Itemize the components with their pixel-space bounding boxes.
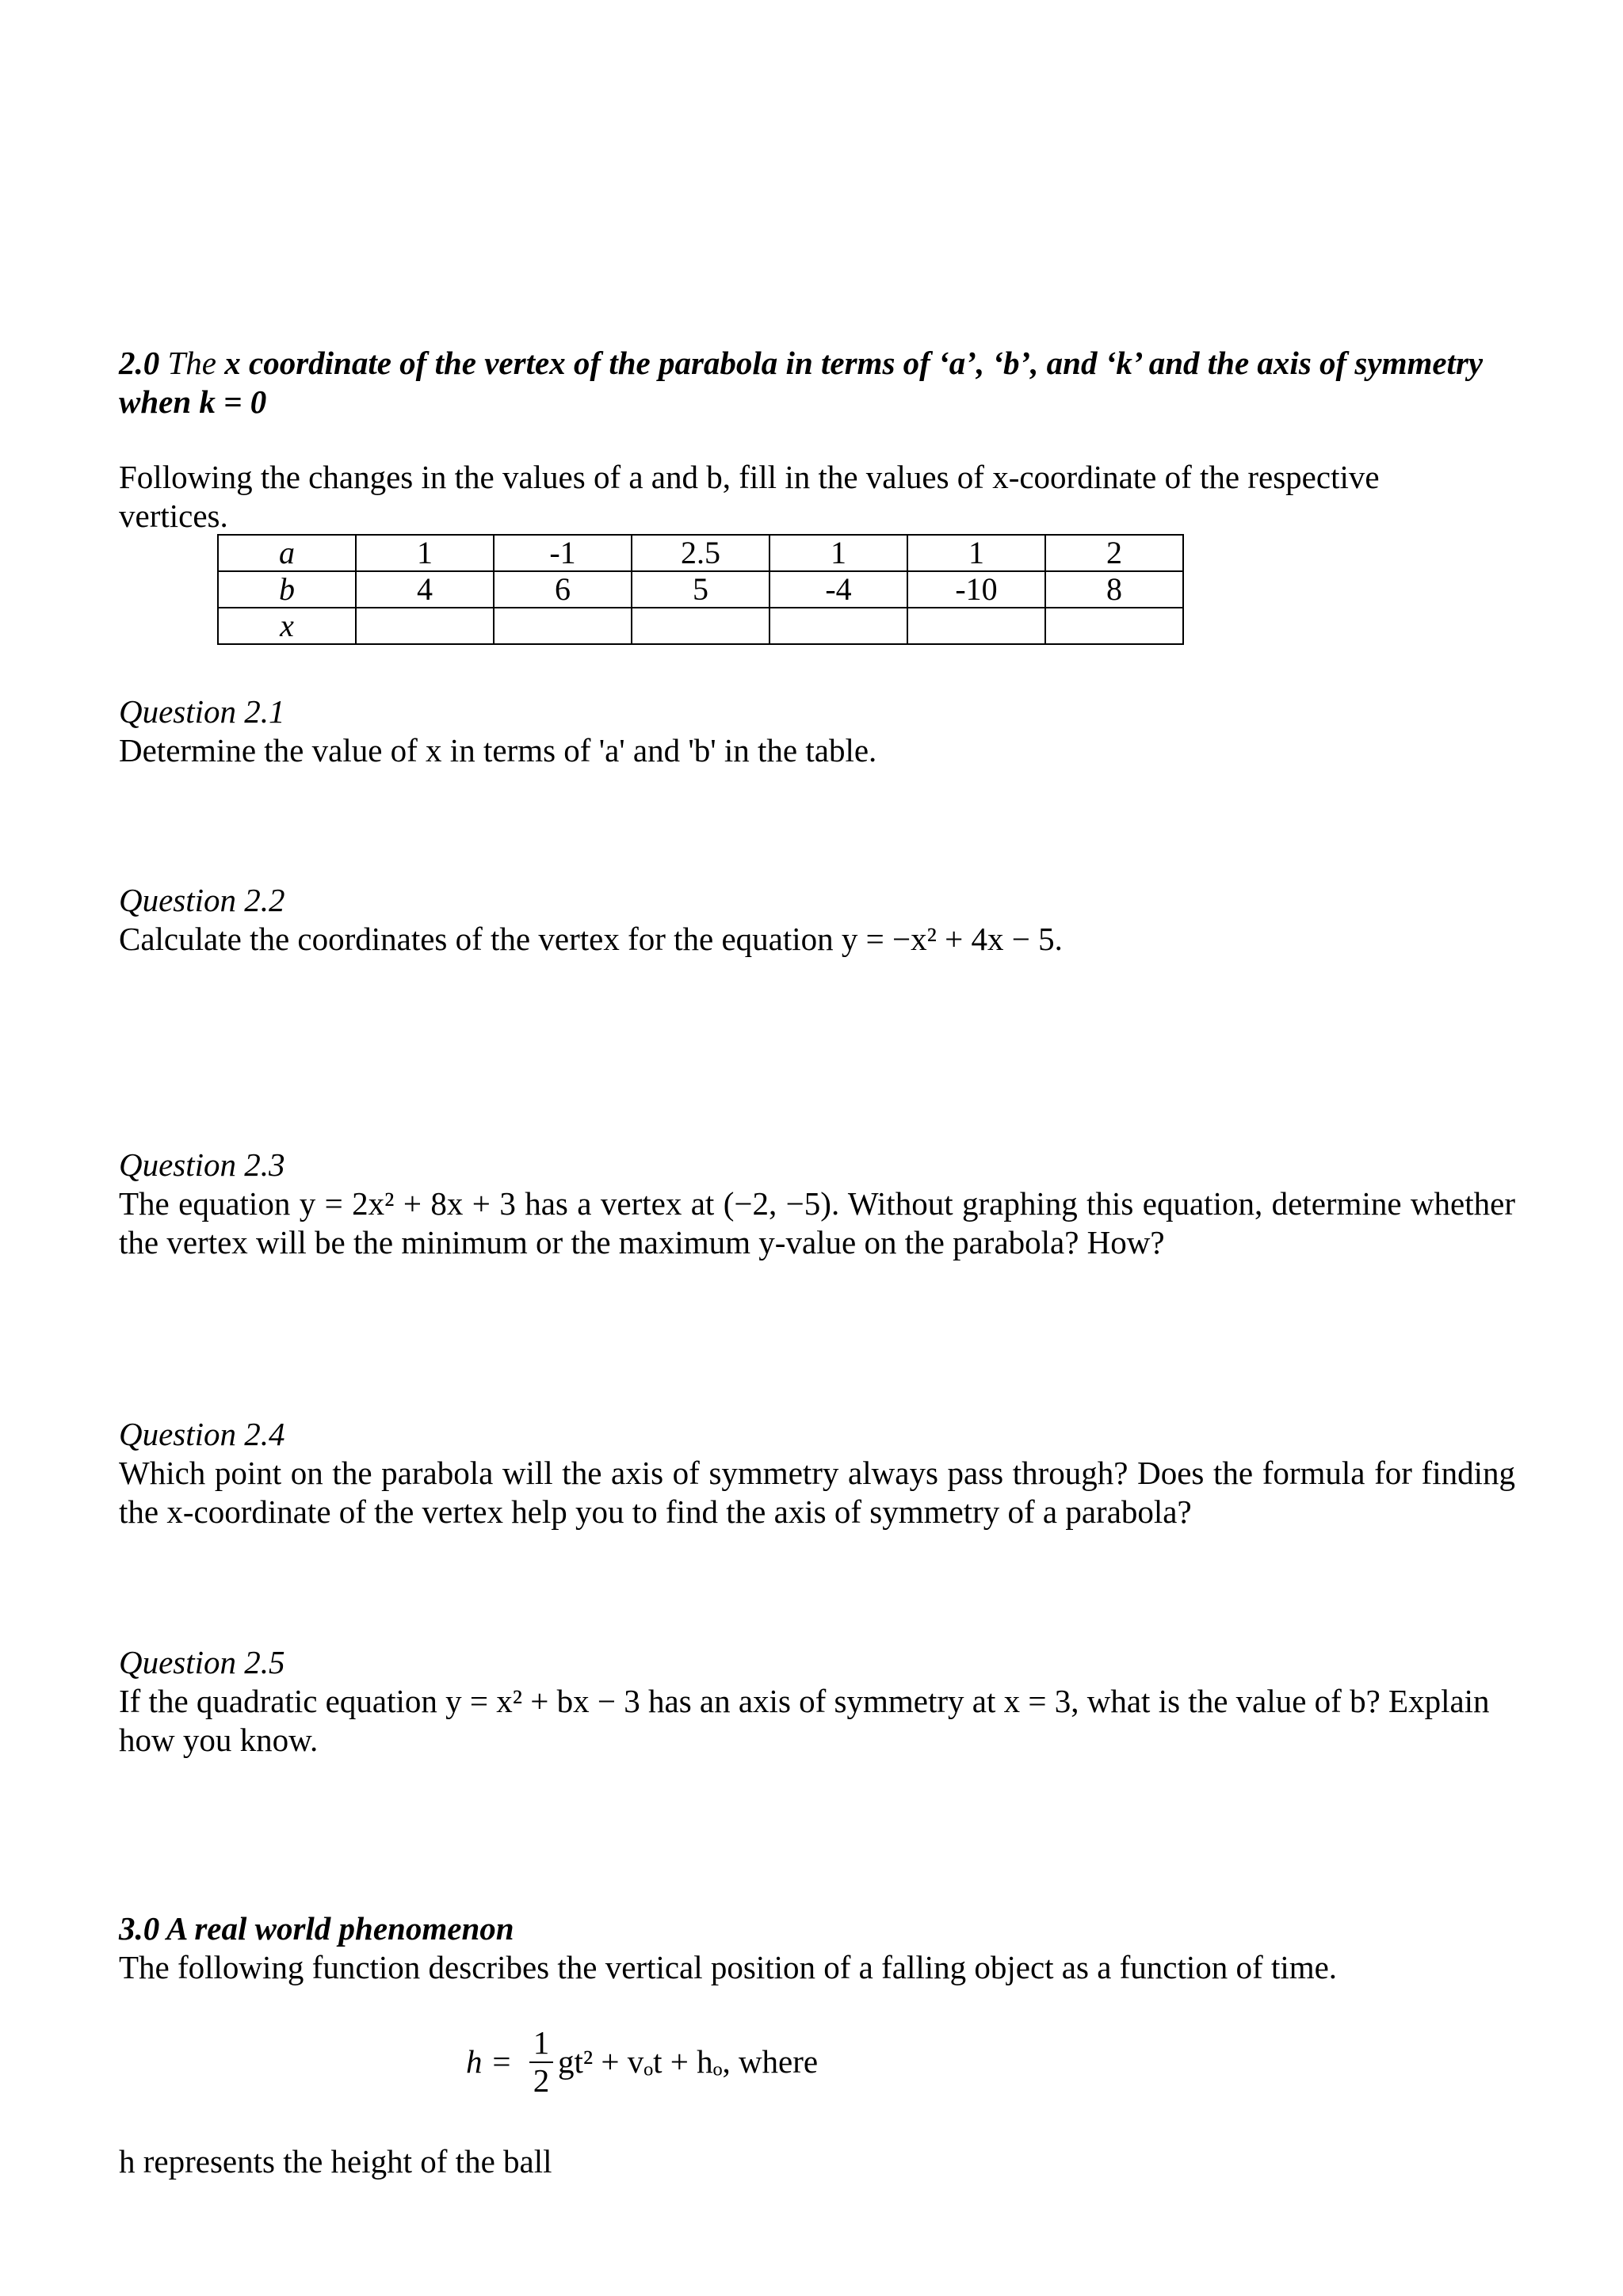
- question-label: Question 2.3: [119, 1146, 285, 1183]
- table-cell: 1: [907, 535, 1045, 571]
- table-cell: -1: [494, 535, 632, 571]
- table-row-label: b: [218, 571, 356, 608]
- table-row-x: [218, 608, 1183, 644]
- fraction-numerator: 1: [533, 2024, 550, 2061]
- fraction-denominator: 2: [533, 2062, 550, 2099]
- section-2-intro: [119, 458, 1419, 536]
- question-2-5: [119, 1643, 1515, 1760]
- table-cell: 4: [356, 571, 494, 608]
- formula-lhs: h =: [466, 2043, 513, 2080]
- table-cell: 1: [769, 535, 907, 571]
- question-text: If the quadratic equation y = x² + bx − 3 has an axis of symmetry at x = 3, what is the value of b? Explain how you know.: [119, 1683, 1490, 1758]
- table-answer-cell[interactable]: [632, 608, 769, 644]
- question-label: Question 2.2: [119, 882, 285, 918]
- section-2-title-line2: when k = 0: [119, 383, 267, 420]
- table-answer-cell[interactable]: [1045, 608, 1183, 644]
- table-row-label: a: [218, 535, 356, 571]
- question-text: Determine the value of x in terms of 'a' and 'b' in the table.: [119, 732, 877, 769]
- table-answer-cell[interactable]: [769, 608, 907, 644]
- question-text: The equation y = 2x² + 8x + 3 has a vertex at (−2, −5). Without graphing this equation, determine whether the vertex will be the minimum or the maximum y-value on the parabola? How?: [119, 1185, 1515, 1261]
- question-2-2: [119, 881, 1514, 959]
- formula-rhs: gt² + vₒt + hₒ, where: [558, 2043, 819, 2080]
- section-3-heading: 3.0 A real world phenomenon: [119, 1910, 514, 1947]
- table-cell: 5: [632, 571, 769, 608]
- table-row-a: [218, 535, 1183, 571]
- section-2-heading: [119, 344, 1514, 421]
- section-2-title-line1: x coordinate of the vertex of the parabola in terms of ‘a’, ‘b’, and ‘k’ and the axis of symmetry: [224, 345, 1484, 381]
- question-label: Question 2.5: [119, 1644, 285, 1680]
- table-cell: 2.5: [632, 535, 769, 571]
- table-answer-cell[interactable]: [907, 608, 1045, 644]
- vertex-values-table: [217, 534, 1184, 645]
- table-cell: 2: [1045, 535, 1183, 571]
- table-cell: 8: [1045, 571, 1183, 608]
- question-text: Calculate the coordinates of the vertex for the equation y = −x² + 4x − 5.: [119, 921, 1063, 957]
- table-cell: -4: [769, 571, 907, 608]
- height-description: [119, 2142, 1514, 2181]
- section-2-the: The: [167, 345, 216, 381]
- table-cell: -10: [907, 571, 1045, 608]
- question-label: Question 2.4: [119, 1416, 285, 1452]
- table-row-label: x: [218, 608, 356, 644]
- section-2-number: 2.0: [119, 345, 160, 381]
- question-text: Which point on the parabola will the axis of symmetry always pass through? Does the formula for finding the x-coordinate of the vertex help you to find the axis of symmetry of a parabola?: [119, 1455, 1515, 1530]
- table-answer-cell[interactable]: [494, 608, 632, 644]
- table-cell: 6: [494, 571, 632, 608]
- height-description-text: h represents the height of the ball: [119, 2143, 552, 2180]
- formula-fraction: [529, 2025, 553, 2098]
- table-cell: 1: [356, 535, 494, 571]
- table-answer-cell[interactable]: [356, 608, 494, 644]
- section-3: [119, 1909, 1514, 1987]
- table-row-b: [218, 571, 1183, 608]
- question-2-1: [119, 692, 1514, 770]
- question-2-4: [119, 1415, 1515, 1531]
- section-3-intro: The following function describes the vertical position of a falling object as a function of time.: [119, 1949, 1338, 1985]
- question-2-3: [119, 1146, 1515, 1262]
- question-label: Question 2.1: [119, 693, 285, 730]
- section-2-intro-text: Following the changes in the values of a and b, fill in the values of x-coordinate of the respective vertices.: [119, 459, 1380, 534]
